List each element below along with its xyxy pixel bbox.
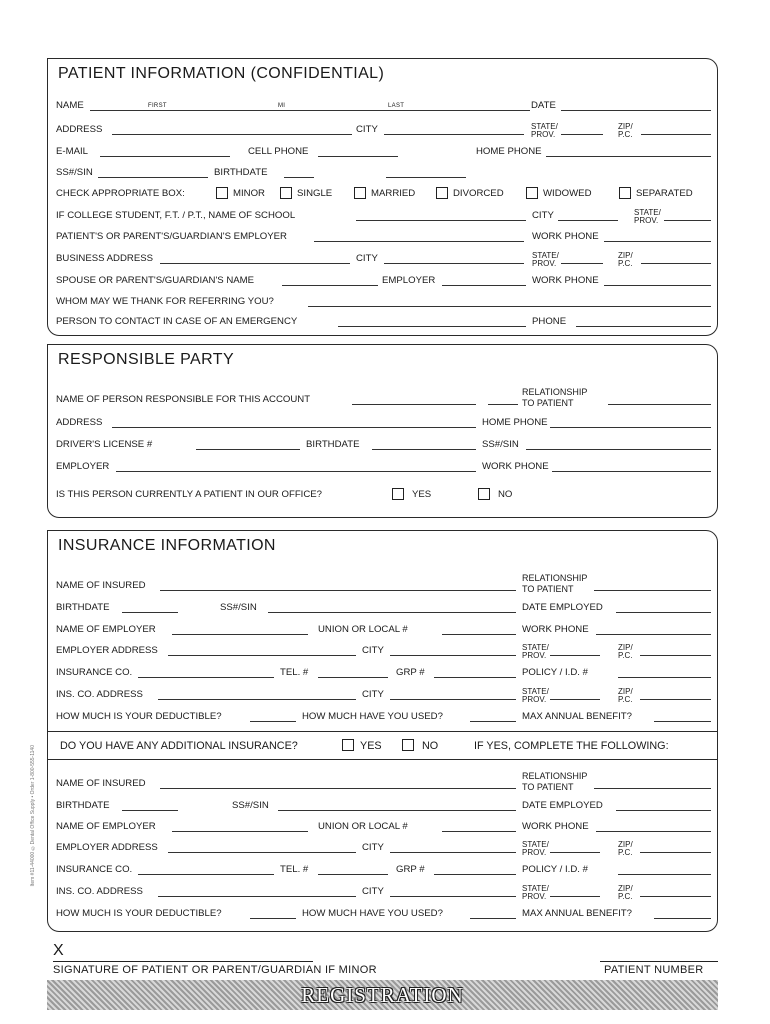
registration-banner <box>47 980 718 1010</box>
email-label: E-MAIL <box>56 146 88 157</box>
secondary-union-field[interactable] <box>442 831 516 832</box>
license-field[interactable] <box>196 449 300 450</box>
ins-co-address-row <box>56 688 709 702</box>
state-prov-label: STATE/ PROV. <box>531 122 558 139</box>
responsible-license-row <box>56 438 709 452</box>
secondary-policy-field[interactable] <box>618 874 711 875</box>
zip-pc-label: ZIP/ P.C. <box>618 122 633 139</box>
college-row <box>56 209 709 223</box>
secondary-used-label: HOW MUCH HAVE YOU USED? <box>302 908 443 919</box>
insurance-company-row <box>56 666 709 680</box>
ins-co-field[interactable] <box>138 677 274 678</box>
mi-label: MI <box>278 103 286 109</box>
secondary-max-benefit-label: MAX ANNUAL BENEFIT? <box>522 908 632 919</box>
insured-employer-city-field[interactable] <box>390 655 516 656</box>
current-yes-checkbox[interactable] <box>392 488 404 500</box>
additional-label: DO YOU HAVE ANY ADDITIONAL INSURANCE? <box>60 740 298 752</box>
additional-yes-label: YES <box>360 740 382 752</box>
ss-label: SS#/SIN <box>56 167 93 178</box>
insured-birthdate-row <box>56 601 709 615</box>
secondary-ins-zip-field[interactable] <box>640 896 711 897</box>
home-phone-label: HOME PHONE <box>476 146 542 157</box>
insured-employer-city-label: CITY <box>362 645 384 656</box>
secondary-state-field[interactable] <box>550 852 600 853</box>
secondary-deductible-label: HOW MUCH IS YOUR DEDUCTIBLE? <box>56 908 222 919</box>
secondary-ins-state-field[interactable] <box>550 896 600 897</box>
max-benefit-label: MAX ANNUAL BENEFIT? <box>522 711 632 722</box>
ss-field[interactable] <box>98 177 208 178</box>
employer-row <box>56 230 709 244</box>
spouse-row <box>56 274 709 288</box>
business-zip-pc-label: ZIP/ P.C. <box>618 251 633 268</box>
secondary-relationship-field[interactable] <box>594 788 711 789</box>
responsible-relationship-label: RELATIONSHIP TO PATIENT <box>522 387 588 408</box>
date-employed-label: DATE EMPLOYED <box>522 602 603 613</box>
ins-city-field[interactable] <box>390 699 516 700</box>
cell-phone-field[interactable] <box>318 156 398 157</box>
secondary-zip-field[interactable] <box>640 852 711 853</box>
secondary-ins-city-field[interactable] <box>390 896 516 897</box>
married-checkbox[interactable] <box>354 187 366 199</box>
secondary-birthdate-label: BIRTHDATE <box>56 800 110 811</box>
marital-status-row <box>56 187 709 201</box>
address-row <box>56 123 709 137</box>
zip-field[interactable] <box>641 134 711 135</box>
additional-divider <box>48 731 717 732</box>
spouse-employer-field[interactable] <box>442 285 526 286</box>
business-state-field[interactable] <box>561 263 603 264</box>
responsible-section-title: RESPONSIBLE PARTY <box>58 351 235 368</box>
responsible-address-row <box>56 416 709 430</box>
patient-number-label: PATIENT NUMBER <box>604 964 704 976</box>
current-no-checkbox[interactable] <box>478 488 490 500</box>
ins-state-prov-label: STATE/ PROV. <box>522 687 549 704</box>
license-label: DRIVER'S LICENSE # <box>56 439 153 450</box>
ins-address-field[interactable] <box>158 699 356 700</box>
grp-label: GRP # <box>396 667 425 678</box>
secondary-employer-city-label: CITY <box>362 842 384 853</box>
current-no-label: NO <box>498 489 513 500</box>
ins-co-label: INSURANCE CO. <box>56 667 133 678</box>
secondary-ss-field[interactable] <box>278 810 516 811</box>
insured-zip-field[interactable] <box>640 655 711 656</box>
first-label: FIRST <box>148 103 167 109</box>
used-field[interactable] <box>470 721 516 722</box>
cell-phone-label: CELL PHONE <box>248 146 309 157</box>
divorced-label: DIVORCED <box>453 188 504 199</box>
business-address-row <box>56 252 709 266</box>
secondary-employer-label: NAME OF EMPLOYER <box>56 821 156 832</box>
state-field[interactable] <box>561 134 603 135</box>
responsible-birthdate-field[interactable] <box>372 449 476 450</box>
responsible-ss-label: SS#/SIN <box>482 439 519 450</box>
insured-birthdate-label: BIRTHDATE <box>56 602 110 613</box>
current-yes-label: YES <box>412 489 432 500</box>
policy-label: POLICY / I.D. # <box>522 667 588 678</box>
separated-label: SEPARATED <box>636 188 693 199</box>
secondary-grp-field[interactable] <box>434 874 516 875</box>
responsible-name-extra-field[interactable] <box>488 404 518 405</box>
side-fine-print: Item #11-44000 ©Dental Office Supply • Order 1-800-555-1140 <box>30 745 36 887</box>
responsible-address-label: ADDRESS <box>56 417 103 428</box>
patient-information-section <box>47 58 718 336</box>
responsible-home-phone-field[interactable] <box>550 427 711 428</box>
additional-no-label: NO <box>422 740 439 752</box>
secondary-ins-state-prov-label: STATE/ PROV. <box>522 884 549 901</box>
insured-ss-field[interactable] <box>268 612 516 613</box>
referral-field[interactable] <box>308 306 711 307</box>
insured-ss-label: SS#/SIN <box>220 602 257 613</box>
ss-row <box>56 166 709 180</box>
insured-name-field[interactable] <box>160 590 516 591</box>
ins-zip-field[interactable] <box>640 699 711 700</box>
secondary-employer-city-field[interactable] <box>390 852 516 853</box>
responsible-address-field[interactable] <box>112 427 476 428</box>
responsible-name-field[interactable] <box>352 404 476 405</box>
minor-checkbox[interactable] <box>216 187 228 199</box>
additional-yes-checkbox[interactable] <box>342 739 354 751</box>
secondary-zip-pc-label: ZIP/ P.C. <box>618 840 633 857</box>
college-state-prov-label: STATE/ PROV. <box>634 208 661 225</box>
name-row <box>56 99 709 113</box>
secondary-tel-field[interactable] <box>318 874 388 875</box>
insurance-section-title: INSURANCE INFORMATION <box>58 537 276 554</box>
if-yes-label: IF YES, COMPLETE THE FOLLOWING: <box>474 740 669 752</box>
insured-relationship-label: RELATIONSHIP TO PATIENT <box>522 573 588 594</box>
tel-field[interactable] <box>318 677 388 678</box>
secondary-employer-field[interactable] <box>172 831 308 832</box>
address-field[interactable] <box>112 134 352 135</box>
emergency-phone-label: PHONE <box>532 316 567 327</box>
separated-checkbox[interactable] <box>619 187 631 199</box>
work-phone-label: WORK PHONE <box>532 231 599 242</box>
insured-state-prov-label: STATE/ PROV. <box>522 643 549 660</box>
spouse-label: SPOUSE OR PARENT'S/GUARDIAN'S NAME <box>56 275 255 286</box>
spouse-work-phone-label: WORK PHONE <box>532 275 599 286</box>
responsible-work-phone-field[interactable] <box>552 471 711 472</box>
signature-field[interactable] <box>53 961 313 962</box>
employer-field[interactable] <box>314 241 524 242</box>
college-state-field[interactable] <box>664 220 711 221</box>
responsible-employer-row <box>56 460 709 474</box>
secondary-insured-name-field[interactable] <box>160 788 516 789</box>
business-city-label: CITY <box>356 253 378 264</box>
college-city-field[interactable] <box>558 220 618 221</box>
secondary-grp-label: GRP # <box>396 864 425 875</box>
ins-state-field[interactable] <box>550 699 600 700</box>
deductible-label: HOW MUCH IS YOUR DEDUCTIBLE? <box>56 711 222 722</box>
widowed-label: WIDOWED <box>543 188 592 199</box>
city-label: CITY <box>356 124 378 135</box>
policy-field[interactable] <box>618 677 711 678</box>
school-field[interactable] <box>356 220 526 221</box>
insured-employer-address-field[interactable] <box>168 655 356 656</box>
date-field[interactable] <box>561 110 711 111</box>
responsible-name-row <box>56 387 709 408</box>
referral-row <box>56 295 709 309</box>
emergency-label: PERSON TO CONTACT IN CASE OF AN EMERGENCY <box>56 316 298 327</box>
insured-employer-field[interactable] <box>172 634 308 635</box>
check-box-label: CHECK APPROPRIATE BOX: <box>56 188 185 199</box>
secondary-employer-address-label: EMPLOYER ADDRESS <box>56 842 158 853</box>
ins-address-label: INS. CO. ADDRESS <box>56 689 143 700</box>
secondary-ins-address-label: INS. CO. ADDRESS <box>56 886 143 897</box>
birthdate-label: BIRTHDATE <box>214 167 268 178</box>
email-row <box>56 145 709 159</box>
insured-zip-pc-label: ZIP/ P.C. <box>618 643 633 660</box>
responsible-name-label: NAME OF PERSON RESPONSIBLE FOR THIS ACCOUNT <box>56 394 311 405</box>
married-label: MARRIED <box>371 188 416 199</box>
signature-label: SIGNATURE OF PATIENT OR PARENT/GUARDIAN IF MINOR <box>53 964 377 976</box>
spouse-work-phone-field[interactable] <box>604 285 711 286</box>
emergency-phone-field[interactable] <box>576 326 711 327</box>
secondary-ins-co-label: INSURANCE CO. <box>56 864 133 875</box>
secondary-policy-label: POLICY / I.D. # <box>522 864 588 875</box>
home-phone-field[interactable] <box>546 156 711 157</box>
insured-work-phone-field[interactable] <box>596 634 711 635</box>
current-patient-row <box>56 488 709 502</box>
secondary-employer-address-row <box>56 841 709 855</box>
name-label: NAME <box>56 100 84 111</box>
secondary-birthdate-row <box>56 799 709 813</box>
address-label: ADDRESS <box>56 124 103 135</box>
responsible-birthdate-label: BIRTHDATE <box>306 439 360 450</box>
college-city-label: CITY <box>532 210 554 221</box>
secondary-insured-name-label: NAME OF INSURED <box>56 778 146 789</box>
secondary-date-employed-label: DATE EMPLOYED <box>522 800 603 811</box>
responsible-work-phone-label: WORK PHONE <box>482 461 549 472</box>
current-patient-label: IS THIS PERSON CURRENTLY A PATIENT IN OUR OFFICE? <box>56 489 323 500</box>
insured-work-phone-label: WORK PHONE <box>522 624 589 635</box>
insured-birthdate-field[interactable] <box>122 612 178 613</box>
single-label: SINGLE <box>297 188 333 199</box>
responsible-employer-label: EMPLOYER <box>56 461 110 472</box>
signature-x-mark: X <box>53 942 64 959</box>
insured-state-field[interactable] <box>550 655 600 656</box>
insured-employer-address-label: EMPLOYER ADDRESS <box>56 645 158 656</box>
secondary-employer-row <box>56 820 709 834</box>
birthdate-extra-field[interactable] <box>386 177 466 178</box>
deductible-field[interactable] <box>250 721 296 722</box>
responsible-home-phone-label: HOME PHONE <box>482 417 548 428</box>
emergency-row <box>56 315 709 329</box>
emergency-field[interactable] <box>338 326 526 327</box>
responsible-employer-field[interactable] <box>116 471 476 472</box>
date-employed-field[interactable] <box>616 612 711 613</box>
secondary-deductible-row <box>56 907 709 921</box>
email-field[interactable] <box>100 156 230 157</box>
spouse-field[interactable] <box>282 285 378 286</box>
responsible-ss-field[interactable] <box>526 449 711 450</box>
max-benefit-field[interactable] <box>654 721 711 722</box>
city-field[interactable] <box>384 134 524 135</box>
business-address-label: BUSINESS ADDRESS <box>56 253 154 264</box>
secondary-ins-co-address-row <box>56 885 709 899</box>
additional-insurance-row <box>56 739 709 753</box>
patient-section-title: PATIENT INFORMATION (CONFIDENTIAL) <box>58 65 385 82</box>
secondary-insured-name-row <box>56 771 709 792</box>
divorced-checkbox[interactable] <box>436 187 448 199</box>
patient-number-field[interactable] <box>600 961 718 962</box>
date-label: DATE <box>531 100 556 111</box>
grp-field[interactable] <box>434 677 516 678</box>
secondary-deductible-field[interactable] <box>250 918 296 919</box>
minor-label: MINOR <box>233 188 265 199</box>
insured-name-label: NAME OF INSURED <box>56 580 146 591</box>
referral-label: WHOM MAY WE THANK FOR REFERRING YOU? <box>56 296 274 307</box>
ins-city-label: CITY <box>362 689 384 700</box>
secondary-union-label: UNION OR LOCAL # <box>318 821 408 832</box>
secondary-tel-label: TEL. # <box>280 864 309 875</box>
secondary-ins-co-field[interactable] <box>138 874 274 875</box>
tel-label: TEL. # <box>280 667 309 678</box>
widowed-checkbox[interactable] <box>526 187 538 199</box>
insured-relationship-field[interactable] <box>594 590 711 591</box>
registration-banner-text: REGISTRATION <box>301 982 464 1007</box>
secondary-state-prov-label: STATE/ PROV. <box>522 840 549 857</box>
insured-employer-label: NAME OF EMPLOYER <box>56 624 156 635</box>
single-checkbox[interactable] <box>280 187 292 199</box>
additional-divider-bottom <box>48 759 717 760</box>
secondary-date-employed-field[interactable] <box>616 810 711 811</box>
business-address-field[interactable] <box>160 263 350 264</box>
insurance-information-section <box>47 530 718 932</box>
secondary-ins-city-label: CITY <box>362 886 384 897</box>
union-field[interactable] <box>442 634 516 635</box>
spouse-employer-label: EMPLOYER <box>382 275 436 286</box>
secondary-work-phone-label: WORK PHONE <box>522 821 589 832</box>
secondary-ins-zip-pc-label: ZIP/ P.C. <box>618 884 633 901</box>
deductible-row <box>56 710 709 724</box>
work-phone-field[interactable] <box>604 241 711 242</box>
union-label: UNION OR LOCAL # <box>318 624 408 635</box>
secondary-birthdate-field[interactable] <box>122 810 178 811</box>
additional-no-checkbox[interactable] <box>402 739 414 751</box>
responsible-party-section <box>47 344 718 518</box>
business-zip-field[interactable] <box>641 263 711 264</box>
birthdate-field[interactable] <box>284 177 314 178</box>
employer-label: PATIENT'S OR PARENT'S/GUARDIAN'S EMPLOYER <box>56 231 287 242</box>
secondary-employer-address-field[interactable] <box>168 852 356 853</box>
insured-name-row <box>56 573 709 594</box>
used-label: HOW MUCH HAVE YOU USED? <box>302 711 443 722</box>
secondary-max-benefit-field[interactable] <box>654 918 711 919</box>
ins-zip-pc-label: ZIP/ P.C. <box>618 687 633 704</box>
last-label: LAST <box>388 103 405 109</box>
college-label: IF COLLEGE STUDENT, F.T. / P.T., NAME OF SCHOOL <box>56 210 296 221</box>
insured-employer-address-row <box>56 644 709 658</box>
secondary-insurance-company-row <box>56 863 709 877</box>
secondary-ss-label: SS#/SIN <box>232 800 269 811</box>
business-state-prov-label: STATE/ PROV. <box>532 251 559 268</box>
business-city-field[interactable] <box>384 263 524 264</box>
responsible-relationship-field[interactable] <box>608 404 711 405</box>
insured-employer-row <box>56 623 709 637</box>
secondary-relationship-label: RELATIONSHIP TO PATIENT <box>522 771 588 792</box>
secondary-work-phone-field[interactable] <box>596 831 711 832</box>
secondary-used-field[interactable] <box>470 918 516 919</box>
secondary-ins-address-field[interactable] <box>158 896 356 897</box>
